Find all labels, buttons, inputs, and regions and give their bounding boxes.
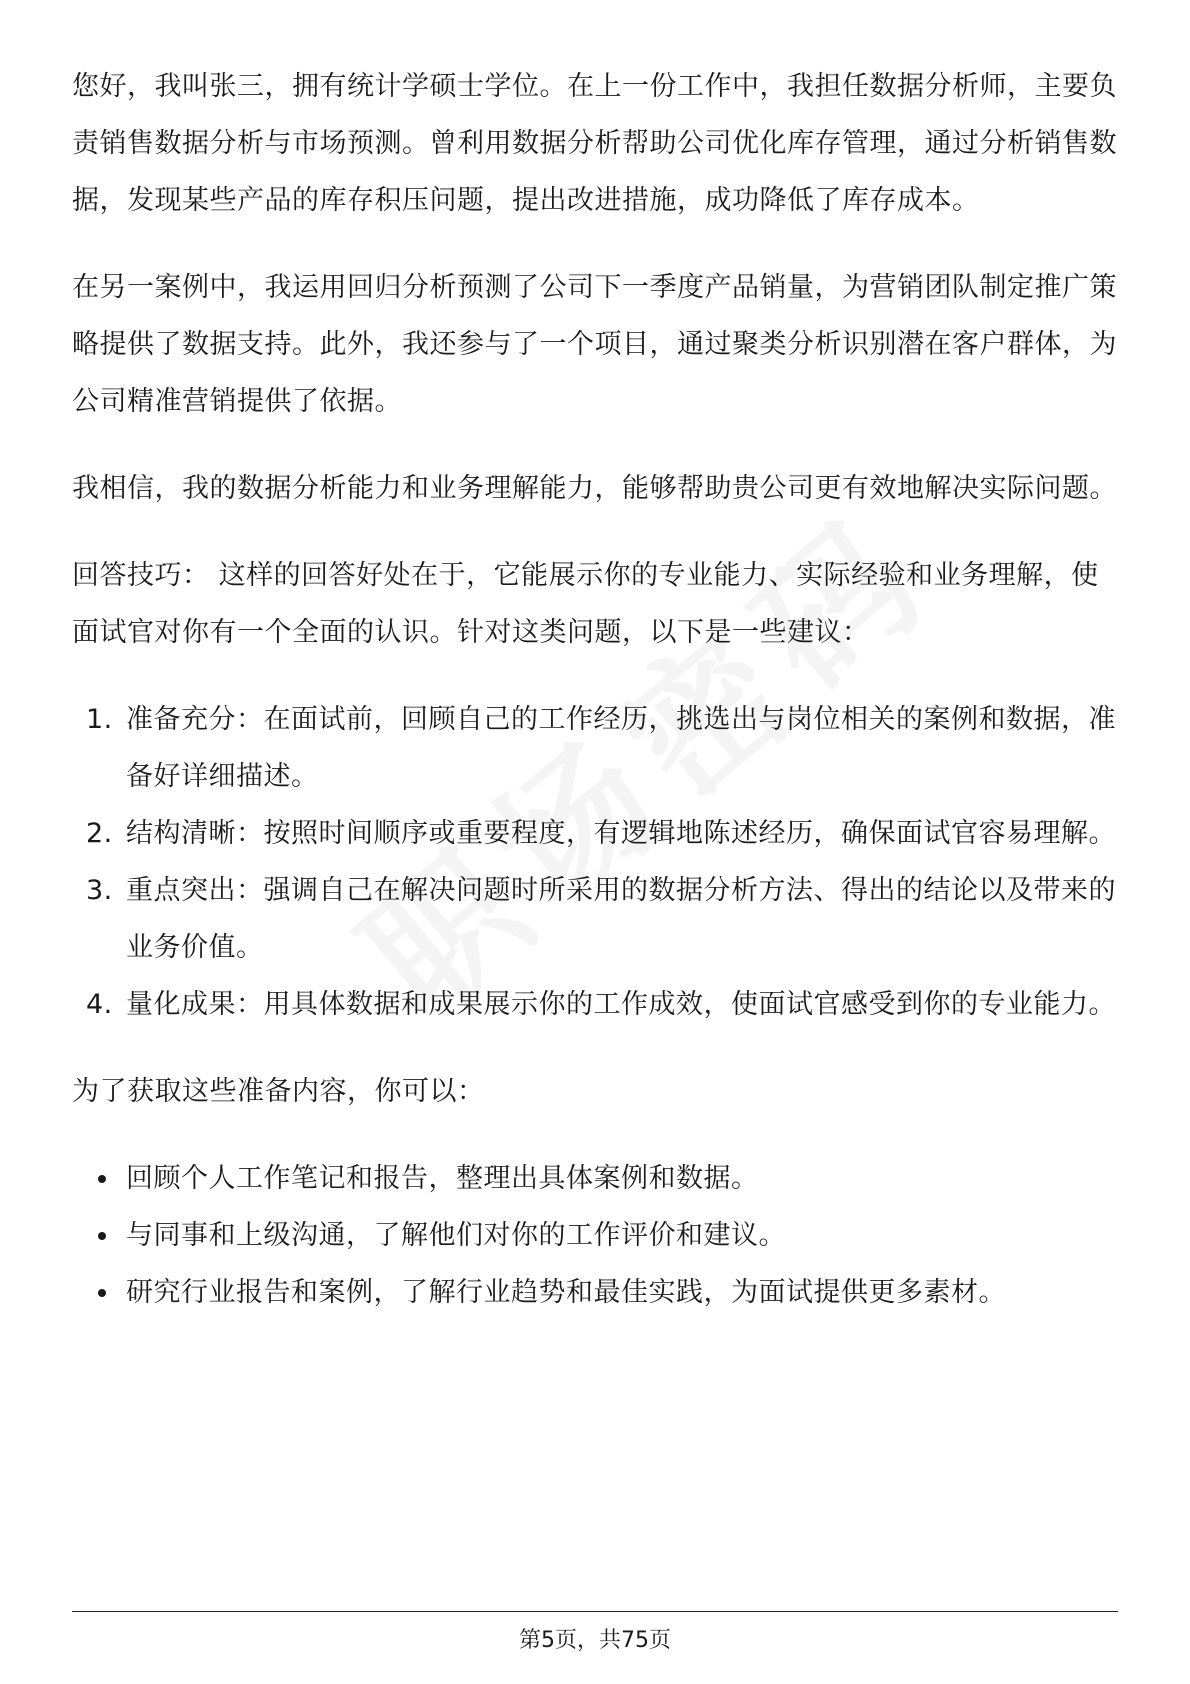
bullet-item-text: 与同事和上级沟通，了解他们对你的工作评价和建议。 <box>126 1220 786 1251</box>
page-content <box>72 58 1118 1321</box>
list-item-text: 重点突出：强调自己在解决问题时所采用的数据分析方法、得出的结论以及带来的业务价值。 <box>126 875 1116 963</box>
bullet-dot-icon <box>98 1175 106 1183</box>
numbered-list <box>72 691 1118 1033</box>
paragraph-intro: 您好，我叫张三，拥有统计学硕士学位。在上一份工作中，我担任数据分析师，主要负责销售数据分析与市场预测。曾利用数据分析帮助公司优化库存管理，通过分析销售数据，发现某些产品的库存积压问题，提出改进措施，成功降低了库存成本。 <box>72 71 1117 216</box>
paragraph-case: 在另一案例中，我运用回归分析预测了公司下一季度产品销量，为营销团队制定推广策略提供了数据支持。此外，我还参与了一个项目，通过聚类分析识别潜在客户群体，为公司精准营销提供了依据。 <box>72 272 1117 417</box>
bullet-list <box>72 1150 1118 1321</box>
bullet-item-text: 研究行业报告和案例，了解行业趋势和最佳实践，为面试提供更多素材。 <box>126 1277 1006 1308</box>
bullet-item-text: 回顾个人工作笔记和报告，整理出具体案例和数据。 <box>126 1163 759 1194</box>
bullet-dot-icon <box>98 1289 106 1297</box>
list-number: 1. <box>86 704 113 735</box>
list-item <box>72 691 1118 805</box>
bullet-dot-icon <box>98 1232 106 1240</box>
list-item-text: 量化成果：用具体数据和成果展示你的工作成效，使面试官感受到你的专业能力。 <box>126 989 1116 1020</box>
list-item-text: 准备充分：在面试前，回顾自己的工作经历，挑选出与岗位相关的案例和数据，准备好详细描述。 <box>126 704 1116 792</box>
list-item <box>72 805 1118 862</box>
paragraph-belief: 我相信，我的数据分析能力和业务理解能力，能够帮助贵公司更有效地解决实际问题。 <box>72 473 1117 504</box>
footer-divider <box>72 1611 1118 1612</box>
page-number: 第5页，共75页 <box>519 1628 671 1653</box>
list-number: 3. <box>86 875 113 906</box>
list-number: 2. <box>86 818 113 849</box>
bullet-item <box>72 1150 1118 1207</box>
list-item <box>72 976 1118 1033</box>
paragraph-prep-intro: 为了获取这些准备内容，你可以： <box>72 1076 485 1107</box>
bullet-item <box>72 1264 1118 1321</box>
list-number: 4. <box>86 989 113 1020</box>
bullet-item <box>72 1207 1118 1264</box>
list-item-text: 结构清晰：按照时间顺序或重要程度，有逻辑地陈述经历，确保面试官容易理解。 <box>126 818 1116 849</box>
list-item <box>72 862 1118 976</box>
paragraph-tips: 回答技巧： 这样的回答好处在于，它能展示你的专业能力、实际经验和业务理解，使面试官对你有一个全面的认识。针对这类问题，以下是一些建议： <box>72 560 1099 648</box>
